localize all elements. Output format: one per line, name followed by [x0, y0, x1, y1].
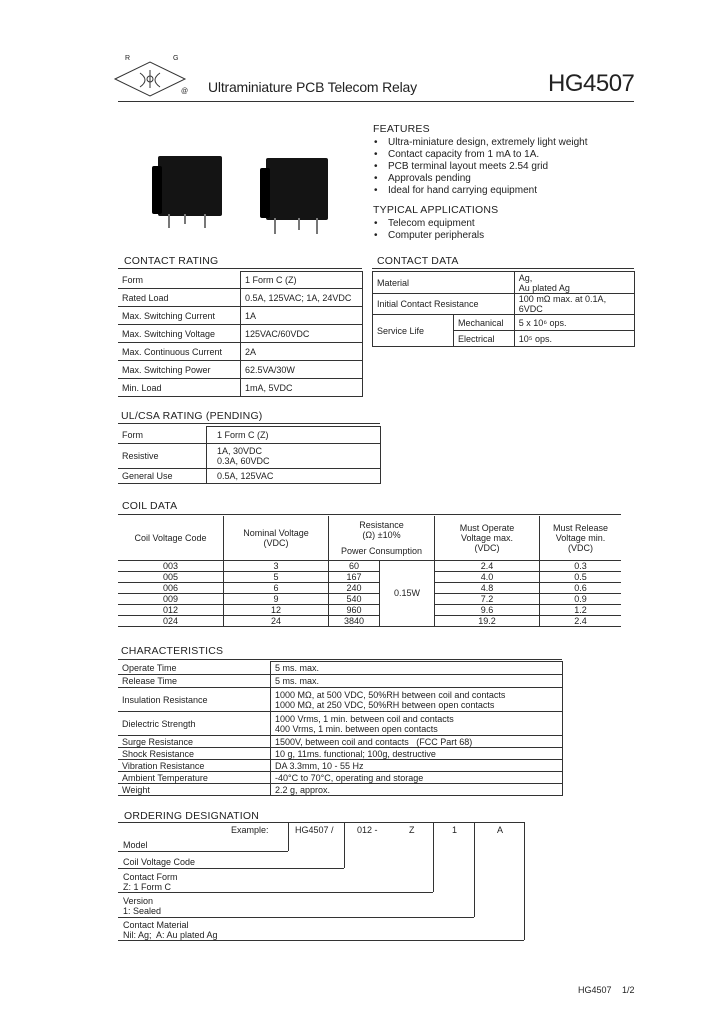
contact-form-desc: Z: 1 Form C — [123, 882, 172, 892]
part-number-title: HG4507 — [548, 70, 635, 97]
contact-material-desc: Nil: Ag; A: Au plated Ag — [123, 930, 218, 940]
version-code: 1 — [452, 825, 458, 835]
table-row: General Use 0.5A, 125VAC — [118, 469, 381, 484]
table-row: Rated Load 0.5A, 125VAC; 1A, 24VDC — [118, 289, 363, 307]
table-row: Operate Time 5 ms. max. — [118, 662, 563, 675]
table-row: Max. Switching Power 62.5VA/30W — [118, 361, 363, 379]
table-header-row: Power Consumption — [118, 543, 621, 560]
version-desc: 1: Sealed — [123, 906, 162, 916]
characteristics-heading: CHARACTERISTICS — [121, 645, 224, 657]
table-row: Vibration Resistance DA 3.3mm, 10 - 55 Hz — [118, 760, 563, 772]
table-row: 006 6 240 4.8 0.6 — [118, 582, 621, 593]
table-row: 009 9 540 7.2 0.9 — [118, 593, 621, 604]
logo-letter-at: @ — [181, 88, 189, 95]
table-row: Insulation Resistance 1000 MΩ, at 500 VDC, 50%RH between coil and contacts 1000 MΩ, at 250 VDC, 50%RH between open contacts — [118, 688, 563, 712]
ul-csa-heading: UL/CSA RATING (PENDING) — [121, 410, 263, 422]
table-row: Dielectric Strength 1000 Vrms, 1 min. between coil and contacts 400 Vrms, 1 min. between open contacts — [118, 712, 563, 736]
product-photo — [150, 150, 350, 240]
header-rule — [118, 101, 634, 102]
table-row: Initial Contact Resistance 100 mΩ max. at 0.1A, 6VDC — [373, 294, 635, 315]
table-row: 003 3 60 0.15W 2.4 0.3 — [118, 560, 621, 571]
logo-letter-r: R — [125, 55, 131, 62]
table-row: Service Life Mechanical 5 x 10⁶ ops. — [373, 315, 635, 331]
applications-list — [374, 218, 694, 242]
coil-data-table — [118, 516, 621, 627]
ul-csa-table — [118, 426, 381, 484]
contact-rating-heading: CONTACT RATING — [124, 255, 219, 267]
contact-data-table — [372, 271, 635, 347]
material-code: A — [497, 825, 504, 835]
table-row: Electrical 10⁵ ops. — [373, 331, 635, 347]
table-row: Resistive 1A, 30VDC 0.3A, 60VDC — [118, 444, 381, 469]
table-row: Release Time 5 ms. max. — [118, 675, 563, 688]
table-row: Max. Switching Voltage 125VAC/60VDC — [118, 325, 363, 343]
model-code: HG4507 / — [295, 825, 334, 835]
table-row: Surge Resistance 1500V, between coil and contacts (FCC Part 68) — [118, 736, 563, 748]
logo-letter-g: G — [173, 55, 179, 62]
coil-voltage-code-label: Coil Voltage Code — [123, 857, 196, 867]
form-code: Z — [409, 825, 415, 835]
list-item: • Contact capacity from 1 mA to 1A. — [374, 149, 694, 161]
characteristics-table — [118, 661, 563, 796]
table-row: Max. Switching Current 1A — [118, 307, 363, 325]
footer-part: HG4507 — [578, 985, 612, 995]
table-row: Ambient Temperature -40°C to 70°C, operating and storage — [118, 772, 563, 784]
list-item: • Computer peripherals — [374, 230, 694, 242]
contact-data-heading: CONTACT DATA — [377, 255, 459, 267]
table-row: Form 1 Form C (Z) — [118, 427, 381, 444]
table-row: Shock Resistance 10 g, 11ms. functional; 100g, destructive — [118, 748, 563, 760]
list-item: • Approvals pending — [374, 173, 694, 185]
coil-data-heading: COIL DATA — [122, 500, 178, 512]
table-row: Material Ag, Au plated Ag — [373, 272, 635, 294]
list-item: • Ultra-miniature design, extremely light weight — [374, 137, 694, 149]
table-row: Weight 2.2 g, approx. — [118, 784, 563, 796]
list-item: • PCB terminal layout meets 2.54 grid — [374, 161, 694, 173]
table-row: 024 24 3840 19.2 2.4 — [118, 615, 621, 626]
table-row: 012 12 960 9.6 1.2 — [118, 604, 621, 615]
logo-diamond-icon — [110, 58, 190, 100]
logo — [110, 55, 190, 100]
list-item: • Telecom equipment — [374, 218, 694, 230]
table-row: Form 1 Form C (Z) — [118, 272, 363, 289]
page-subtitle: Ultraminiature PCB Telecom Relay — [208, 79, 417, 95]
table-row: 005 5 167 4.0 0.5 — [118, 571, 621, 582]
table-row: Max. Continuous Current 2A — [118, 343, 363, 361]
coil-code: 012 - — [357, 825, 378, 835]
contact-rating-table — [118, 271, 363, 397]
model-label: Model — [123, 840, 148, 850]
contact-material-label: Contact Material — [123, 920, 189, 930]
ordering-heading: ORDERING DESIGNATION — [124, 810, 260, 822]
version-label: Version — [123, 896, 154, 906]
footer-page: 1/2 — [622, 985, 635, 995]
features-list — [374, 137, 694, 197]
table-row: Min. Load 1mA, 5VDC — [118, 379, 363, 397]
features-heading: FEATURES — [373, 123, 430, 135]
list-item: • Ideal for hand carrying equipment — [374, 185, 694, 197]
example-label: Example: — [231, 825, 269, 835]
contact-form-label: Contact Form — [123, 872, 178, 882]
applications-heading: TYPICAL APPLICATIONS — [373, 204, 499, 216]
table-header-row: Coil Voltage Code Nominal Voltage (VDC) Resistance (Ω) ±10% Must Operate Voltage max. (VDC) Must Release Voltage min. (VDC) — [118, 516, 621, 543]
